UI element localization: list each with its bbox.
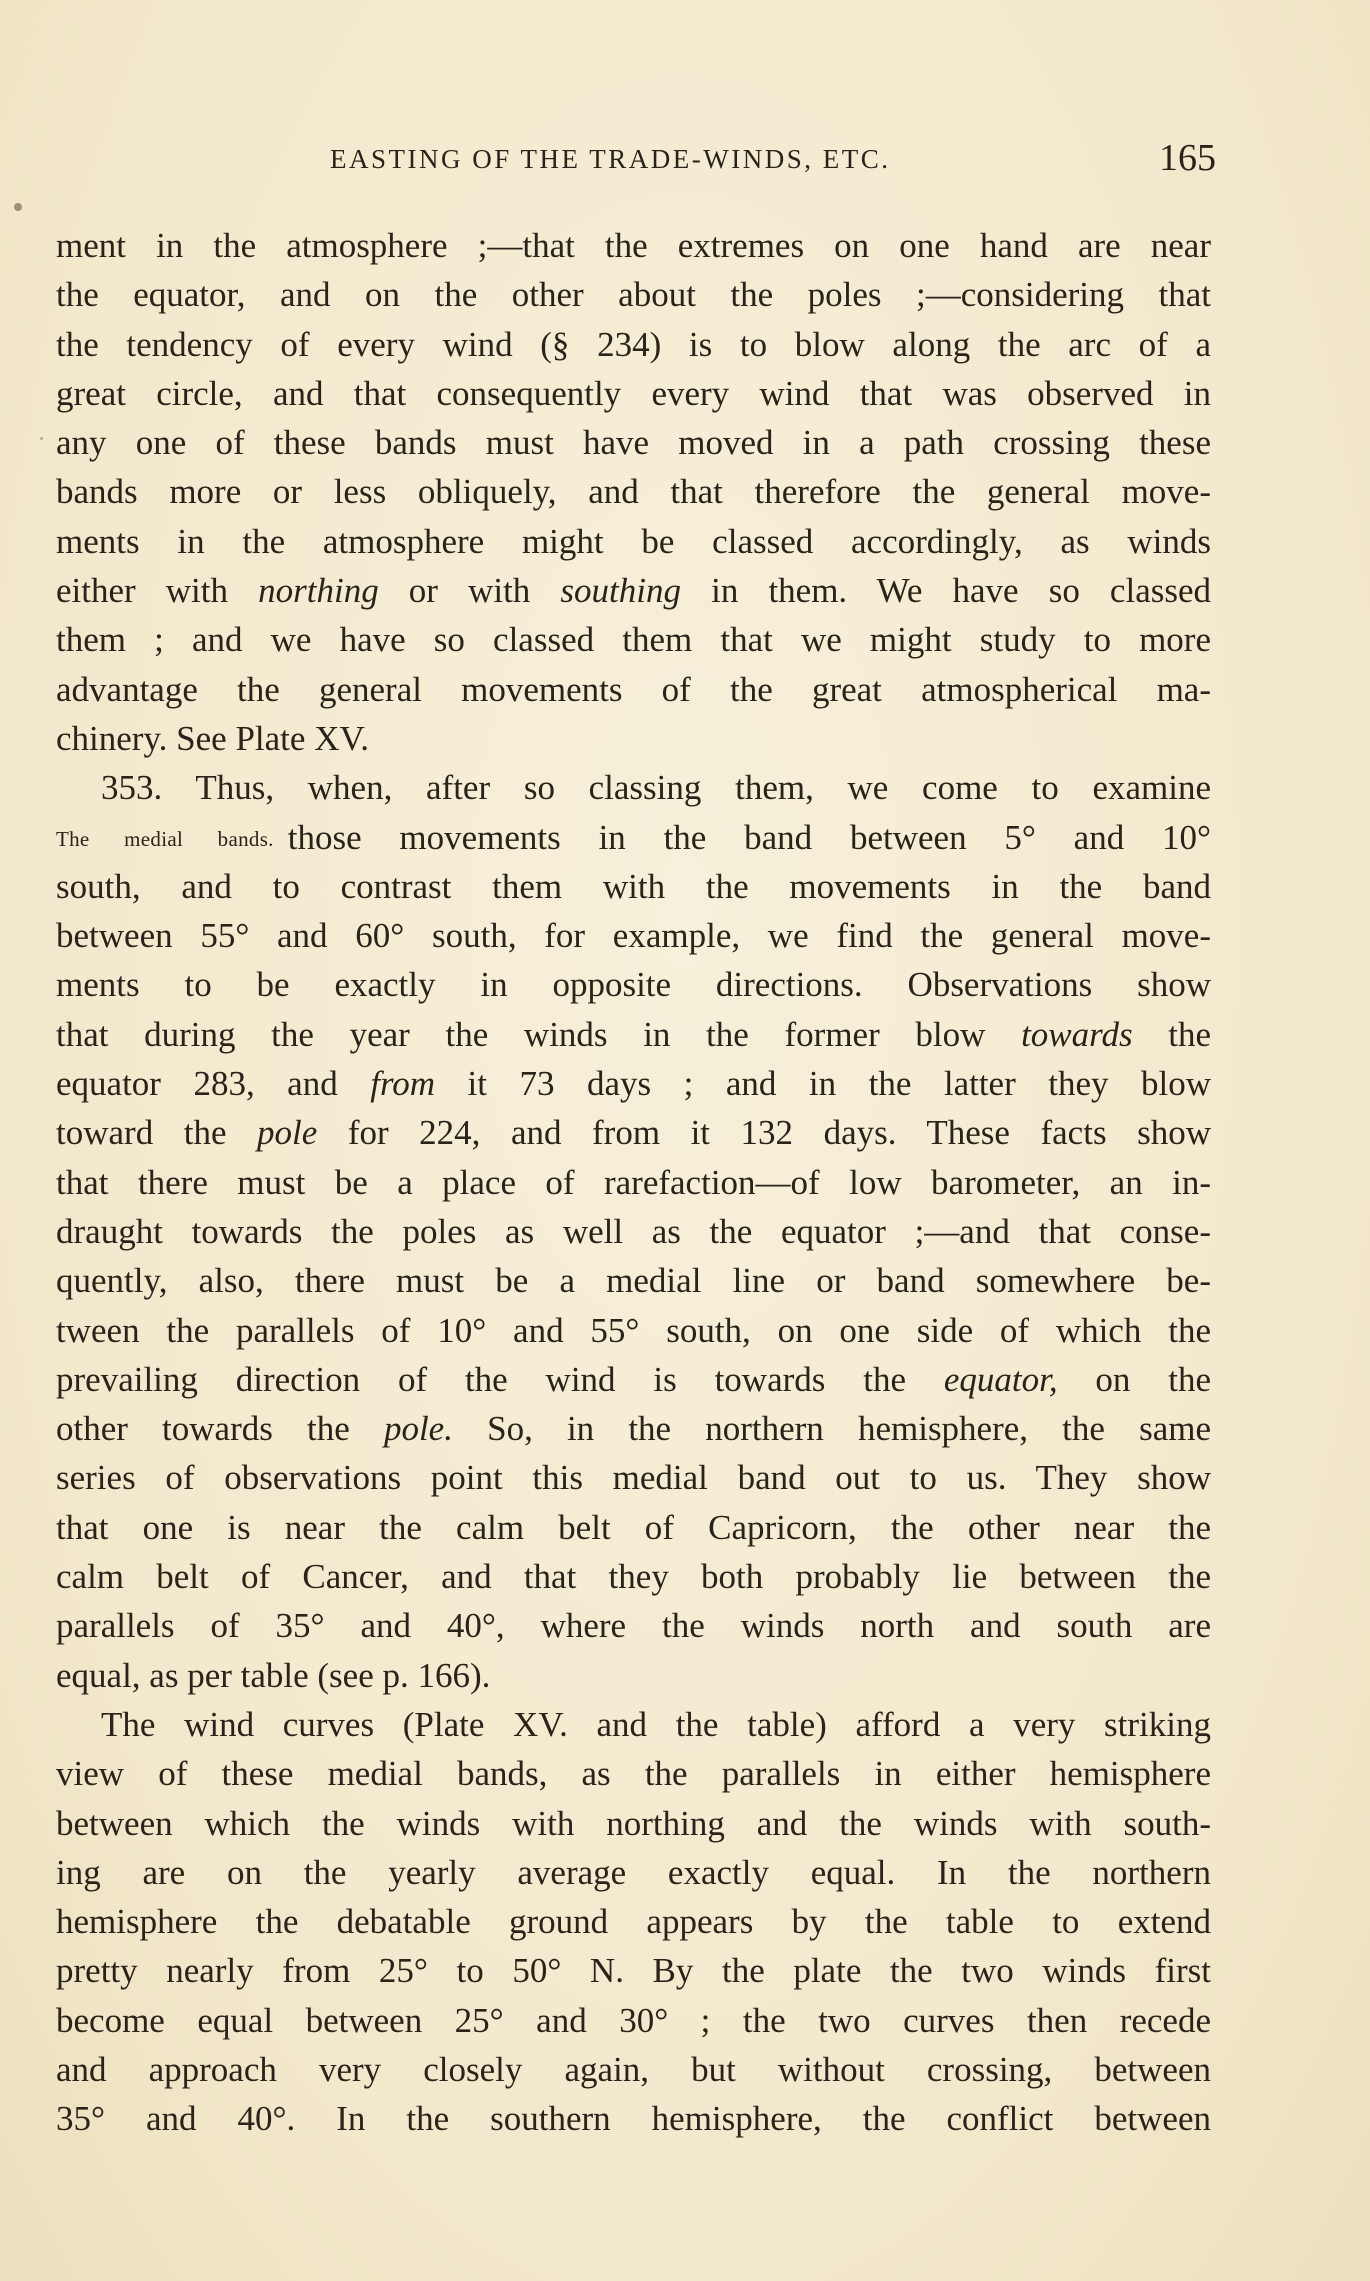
text-line: between 55° and 60° south, for example, we find the general move- (56, 916, 1211, 956)
ink-speck (40, 437, 43, 440)
text-line: bands more or less obliquely, and that therefore the general move- (56, 472, 1211, 512)
text-line: south, and to contrast them with the movements in the band (56, 866, 1211, 906)
page-header (330, 136, 1216, 180)
text-line: view of these medial bands, as the parallels in either hemisphere (56, 1754, 1211, 1794)
text-line: hemisphere the debatable ground appears by the table to extend (56, 1902, 1211, 1942)
text-line: that one is near the calm belt of Capricorn, the other near the (56, 1507, 1211, 1547)
text-line: draught towards the poles as well as the equator ;—and that conse- (56, 1211, 1211, 1251)
ink-dot (14, 203, 22, 211)
text-line: other towards the pole. So, in the northern hemisphere, the same (56, 1409, 1211, 1449)
text-line: them ; and we have so classed them that we might study to more (56, 620, 1211, 660)
text-line: that during the year the winds in the former blow towards the (56, 1014, 1211, 1054)
text-line: tween the parallels of 10° and 55° south, on one side of which the (56, 1310, 1211, 1350)
running-title: EASTING OF THE TRADE-WINDS, ETC. (330, 144, 891, 174)
section-353-start: 353. Thus, when, after so classing them, we come to examine (101, 768, 1211, 808)
body-text (56, 221, 1211, 2144)
text-line: quently, also, there must be a medial line or band somewhere be- (56, 1261, 1211, 1301)
text-line: the tendency of every wind (§ 234) is to blow along the arc of a (56, 324, 1211, 364)
text-line: and approach very closely again, but without crossing, between (56, 2049, 1211, 2089)
text-line: ment in the atmosphere ;—that the extremes on one hand are near (56, 226, 1211, 265)
text-line: ments in the atmosphere might be classed accordingly, as winds (56, 521, 1211, 561)
text-line: toward the pole for 224, and from it 132 days. These facts show (56, 1113, 1211, 1153)
text-line: The wind curves (Plate XV. and the table) afford a very striking (101, 1704, 1211, 1744)
text-line: between which the winds with northing and the winds with south- (56, 1803, 1211, 1843)
text-line: The medial bands. those movements in the band between 5° and 10° (56, 817, 1211, 857)
text-line: prevailing direction of the wind is towards the equator, on the (56, 1359, 1211, 1399)
page-number: 165 (1159, 137, 1216, 179)
text-line: the equator, and on the other about the poles ;—considering that (56, 275, 1211, 315)
text-line: ments to be exactly in opposite directions. Observations show (56, 965, 1211, 1005)
text-line: become equal between 25° and 30° ; the two curves then recede (56, 2000, 1211, 2040)
text-line: any one of these bands must have moved in a path crossing these (56, 423, 1211, 463)
text-line: parallels of 35° and 40°, where the winds north and south are (56, 1606, 1211, 1646)
text-line: series of observations point this medial band out to us. They show (56, 1458, 1211, 1498)
text-line: ing are on the yearly average exactly equal. In the northern (56, 1852, 1211, 1892)
text-line: great circle, and that consequently every wind that was observed in (56, 373, 1211, 413)
text-line: advantage the general movements of the great atmospherical ma- (56, 669, 1211, 709)
text-line: either with northing or with southing in them. We have so classed (56, 571, 1211, 611)
text-line: equal, as per table (see p. 166). (56, 1655, 491, 1695)
text-line: calm belt of Cancer, and that they both probably lie between the (56, 1557, 1211, 1597)
text-line: equator 283, and from it 73 days ; and in the latter they blow (56, 1064, 1211, 1104)
text-line: 35° and 40°. In the southern hemisphere, the conflict between (56, 2099, 1211, 2139)
text-line: pretty nearly from 25° to 50° N. By the plate the two winds first (56, 1951, 1211, 1991)
margin-note: The medial bands. (56, 826, 274, 851)
text-line: chinery. See Plate XV. (56, 718, 369, 758)
text-line: that there must be a place of rarefaction—of low barometer, an in- (56, 1162, 1211, 1202)
